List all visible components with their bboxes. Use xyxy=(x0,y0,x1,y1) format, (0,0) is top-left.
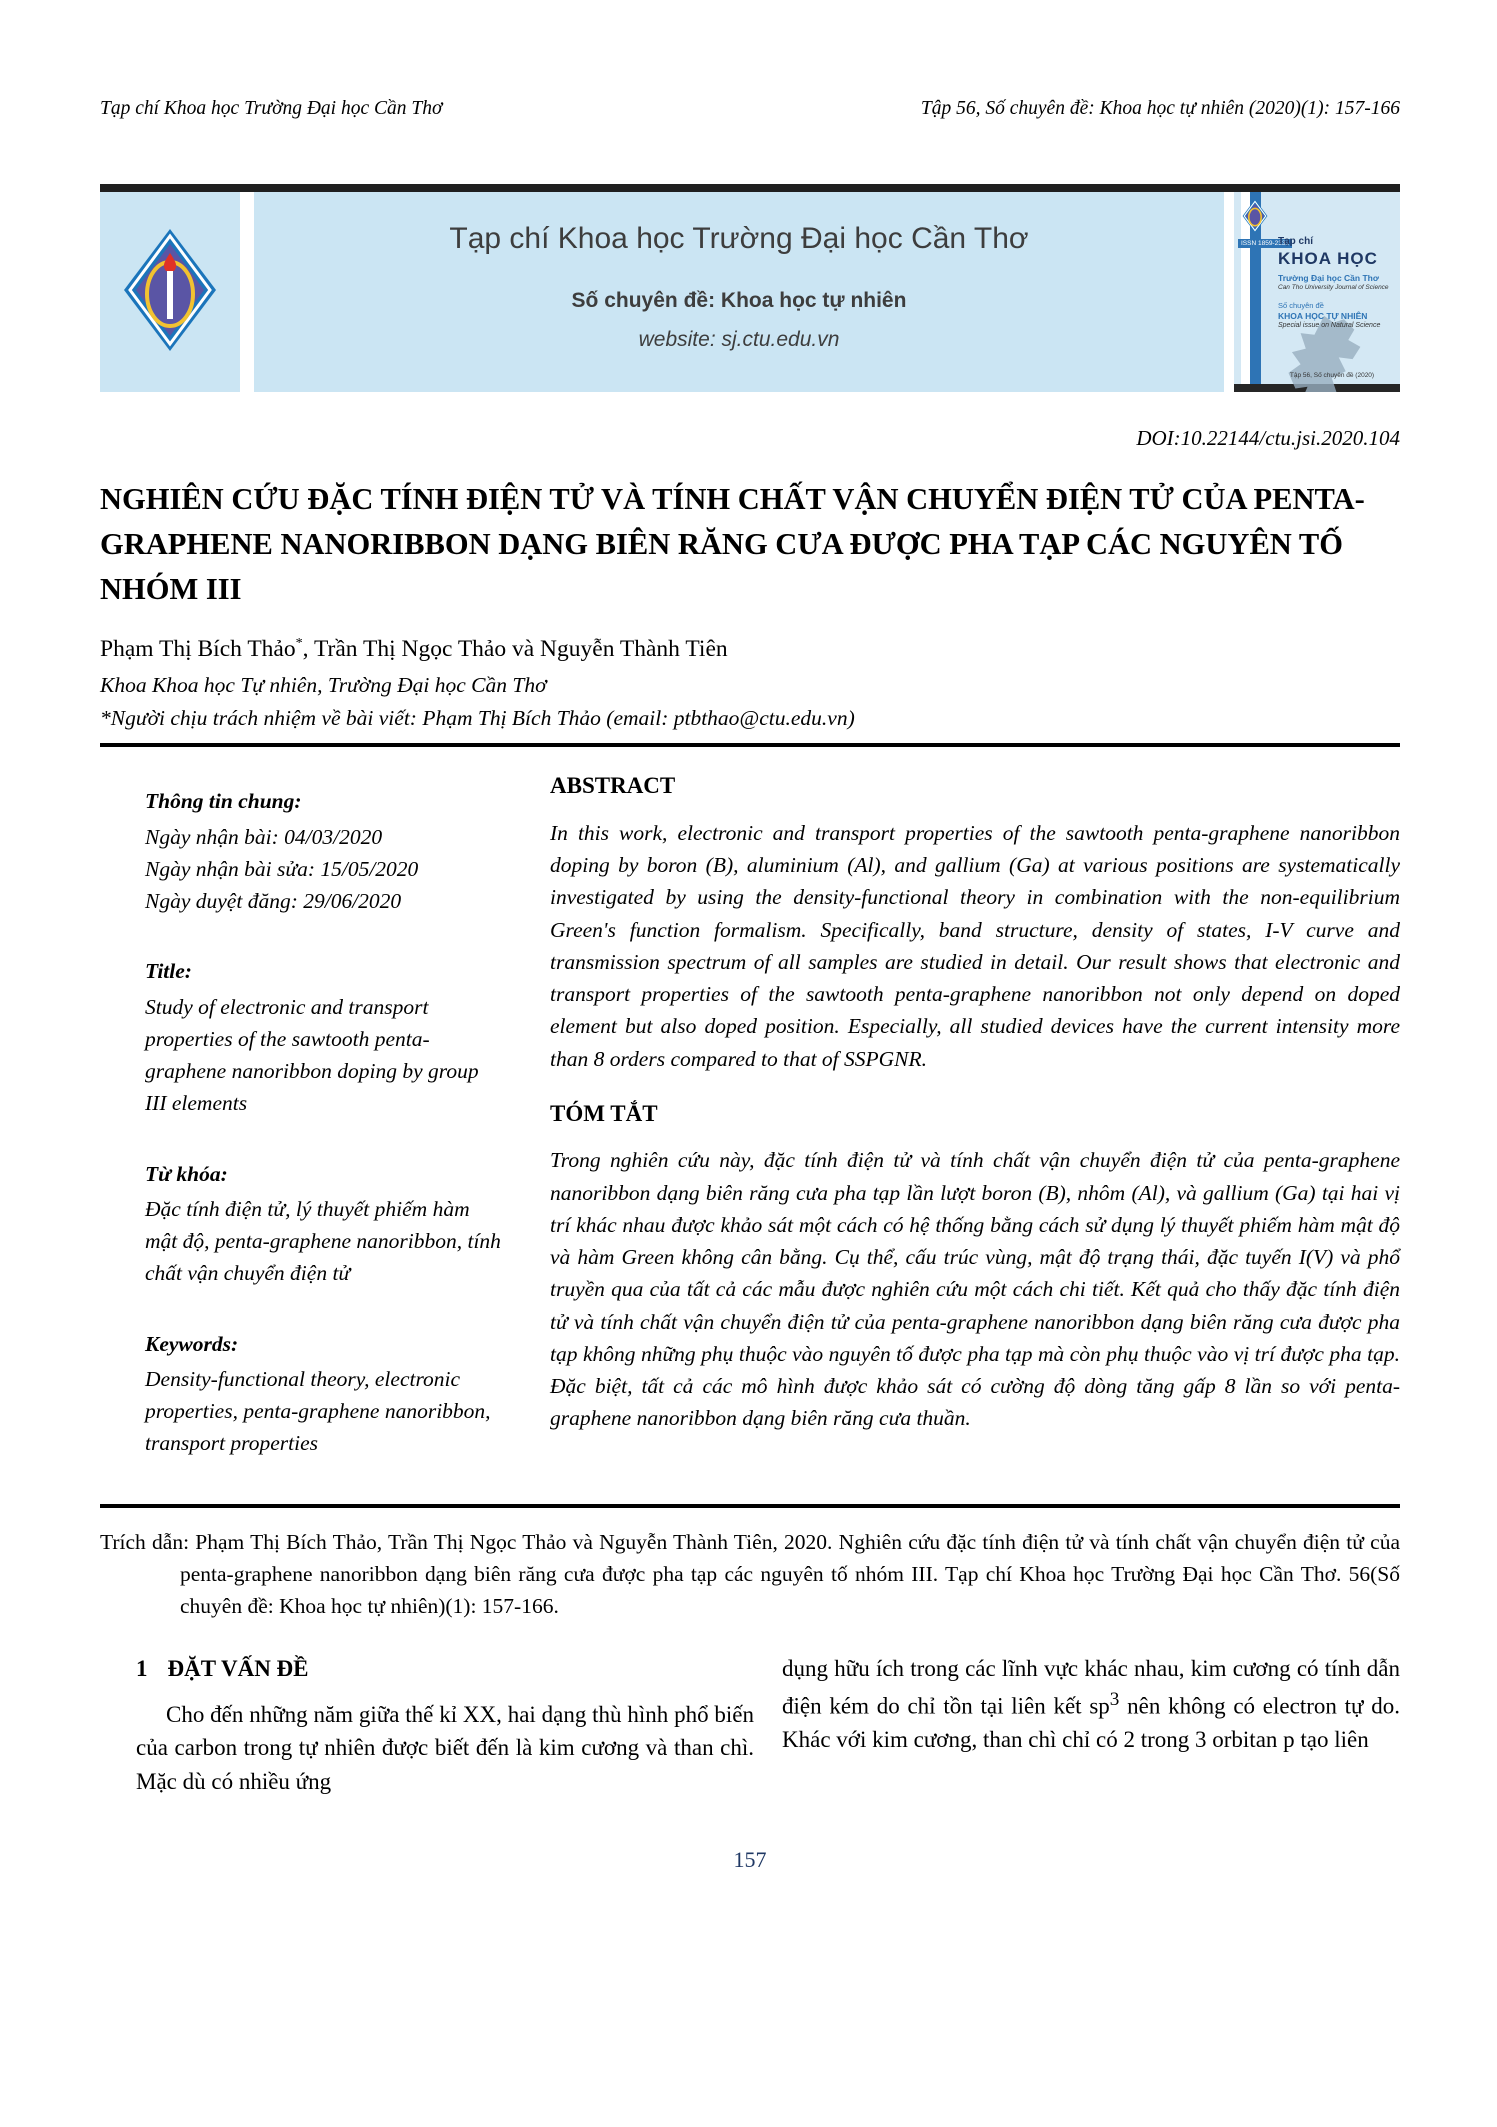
cover-khoa-hoc: KHOA HỌC xyxy=(1278,249,1378,268)
section-title: ĐẶT VẤN ĐỀ xyxy=(167,1656,309,1682)
abstract-column xyxy=(550,769,1400,1497)
page-number: 157 xyxy=(733,1846,767,1872)
tomtat-body: Trong nghiên cứu này, đặc tính điện tử và tính chất vận chuyển điện tử của penta-graphene nanoribbon dạng biên răng cưa pha tạp lần lượt boron (B), nhôm (Al), và gallium (Ga) tại hai vị trí khác nhau được khảo sát một cách có hệ thống bằng cách sử dụng lý thuyết phiếm hàm mật độ và hàm Green không cân bằng. Cụ thể, cấu trúc vùng, mật độ trạng thái, đặc tuyến I(V) và phổ truyền qua của tất cả các mẫu được nghiên cứu một cách chi tiết. Kết quả cho thấy đặc tính điện tử và tính chất vận chuyển điện tử của penta-graphene nanoribbon dạng biên răng cưa được pha tạp không những phụ thuộc vào nguyên tố được pha tạp mà còn phụ thuộc vào vị trí được pha tạp. Đặc biệt, tất cả các mô hình được khảo sát có cường độ dòng tăng gấp 8 lần so với penta-graphene nanoribbon dạng biên răng cưa thuần. xyxy=(550,1148,1400,1431)
general-info-heading: Thông tin chung: xyxy=(145,789,302,814)
revised-date: Ngày nhận bài sửa: 15/05/2020 xyxy=(145,856,419,881)
ctu-logo-icon xyxy=(122,227,218,358)
general-info-block xyxy=(145,785,505,917)
banner-divider-gap xyxy=(240,192,254,392)
tomtat-heading: TÓM TẮT xyxy=(550,1100,658,1126)
keywords-en-heading: Keywords: xyxy=(145,1331,239,1356)
cover-khtn: KHOA HỌC TỰ NHIÊN xyxy=(1278,311,1368,321)
section-1-heading xyxy=(136,1652,754,1686)
divider xyxy=(100,1504,1400,1508)
section-number: 1 xyxy=(136,1656,148,1682)
divider xyxy=(100,743,1400,747)
article-info-panel xyxy=(100,769,550,1497)
cover-text xyxy=(1278,236,1396,329)
banner-issue-title: Số chuyên đề: Khoa học tự nhiên xyxy=(571,289,907,312)
body-column-right xyxy=(782,1652,1400,1798)
cover-tap-chi: Tạp chí xyxy=(1278,236,1314,247)
paragraph-text: nên không có electron tự do. Khác với kim cương, than chì chỉ có 2 trong 3 orbitan p tạo liên xyxy=(782,1693,1400,1753)
cover-issn: ISSN 1859-2333 xyxy=(1238,239,1292,248)
keywords-vi: Đặc tính điện tử, lý thuyết phiếm hàm mật độ, penta-graphene nanoribbon, tính chất vận chuyển điện tử xyxy=(145,1196,501,1286)
superscript: 3 xyxy=(1109,1688,1120,1710)
body-paragraph: Cho đến những năm giữa thế kỉ XX, hai dạng thù hình phổ biến của carbon trong tự nhiên được biết đến là kim cương và than chì. Mặc dù có nhiều ứng xyxy=(136,1701,754,1795)
title-heading: Title: xyxy=(145,959,192,984)
citation-label: Trích dẫn: xyxy=(100,1529,196,1554)
english-title: Study of electronic and transport properties of the sawtooth penta-graphene nanoribbon doping by group III elements xyxy=(145,994,479,1116)
abstract-heading: ABSTRACT xyxy=(550,773,676,799)
keywords-vi-heading: Từ khóa: xyxy=(145,1161,228,1186)
correspondence-note: *Người chịu trách nhiệm về bài viết: Phạm Thị Bích Thảo (email: ptbthao@ctu.edu.vn) xyxy=(100,706,855,731)
cover-university-name: Trường Đại học Cần Thơ xyxy=(1278,273,1379,283)
header-journal-name: Tạp chí Khoa học Trường Đại học Cần Thơ xyxy=(100,98,443,119)
header-issue-info: Tập 56, Số chuyên đề: Khoa học tự nhiên (2020)(1): 157-166 xyxy=(920,98,1400,119)
authors-line xyxy=(100,635,1400,663)
meta-and-abstract-row xyxy=(100,769,1400,1497)
cover-journal-en: Can Tho University Journal of Science xyxy=(1278,284,1389,291)
authors-rest: , Trần Thị Ngọc Thảo và Nguyễn Thành Tiên xyxy=(302,636,728,663)
journal-cover-thumbnail xyxy=(1234,192,1400,392)
paragraph-text: dụng hữu ích trong các lĩnh vực khác nhau, kim cương có tính dẫn điện kém do chỉ tồn tại liên kết sp xyxy=(782,1656,1400,1719)
body-columns xyxy=(100,1652,1400,1798)
journal-banner xyxy=(100,184,1400,392)
cover-footer: Tập 56, Số chuyên đề (2020) xyxy=(1289,372,1375,379)
author-first: Phạm Thị Bích Thảo xyxy=(100,636,296,663)
keywords-en-block xyxy=(145,1328,505,1460)
running-header xyxy=(100,98,1400,120)
article-title: NGHIÊN CỨU ĐẶC TÍNH ĐIỆN TỬ VÀ TÍNH CHẤT VẬN CHUYỂN ĐIỆN TỬ CỦA PENTA-GRAPHENE NANORIBBON DẠNG BIÊN RĂNG CƯA ĐƯỢC PHA TẠP CÁC NGUYÊN TỐ NHÓM III xyxy=(100,482,1365,606)
affiliation: Khoa Khoa học Tự nhiên, Trường Đại học Cần Thơ xyxy=(100,673,547,698)
cover-so-chuyen-de: Số chuyên đề xyxy=(1278,301,1324,310)
banner-divider-gap-2 xyxy=(1224,192,1234,392)
cover-special-issue: Special issue on Natural Science xyxy=(1278,322,1381,329)
university-logo-box xyxy=(100,192,240,392)
banner-text-area xyxy=(254,192,1224,392)
banner-top-bar xyxy=(100,184,1400,192)
cover-logo-icon xyxy=(1242,199,1268,238)
abstract-body: In this work, electronic and transport properties of the sawtooth penta-graphene nanoribbon doping by boron (B), aluminium (Al), and gallium (Ga) at various positions are systematically investigated by using the density-functional theory in combination with the non-equilibrium Green's function formalism. Specifically, band structure, density of states, I-V curve and transmission spectrum of all samples are studied in detail. Our result shows that electronic and transport properties of the sawtooth penta-graphene nanoribbon not only depend on doped element but also doped position. Especially, all studied devices have the current intensity more than 8 orders compared to that of SSPGNR. xyxy=(550,820,1400,1071)
body-paragraph xyxy=(782,1652,1400,1756)
doi: DOI:10.22144/ctu.jsi.2020.104 xyxy=(1136,426,1400,450)
author-corresponding-mark: * xyxy=(295,635,303,652)
received-date: Ngày nhận bài: 04/03/2020 xyxy=(145,824,383,849)
keywords-vi-block xyxy=(145,1158,505,1290)
citation-text: Phạm Thị Bích Thảo, Trần Thị Ngọc Thảo và Nguyễn Thành Tiên, 2020. Nghiên cứu đặc tính điện tử và tính chất vận chuyển điện tử của penta-graphene nanoribbon dạng biên răng cưa được pha tạp các nguyên tố nhóm III. Tạp chí Khoa học Trường Đại học Cần Thơ. 56(Số chuyên đề: Khoa học tự nhiên)(1): 157-166. xyxy=(180,1529,1400,1619)
citation-block xyxy=(100,1526,1400,1623)
english-title-block xyxy=(145,955,505,1119)
banner-website: website: sj.ctu.edu.vn xyxy=(638,328,840,351)
body-column-left xyxy=(100,1652,754,1798)
banner-journal-title: Tạp chí Khoa học Trường Đại học Cần Thơ xyxy=(449,222,1029,255)
accepted-date: Ngày duyệt đăng: 29/06/2020 xyxy=(145,889,402,914)
keywords-en: Density-functional theory, electronic properties, penta-graphene nanoribbon, transport properties xyxy=(145,1366,491,1456)
